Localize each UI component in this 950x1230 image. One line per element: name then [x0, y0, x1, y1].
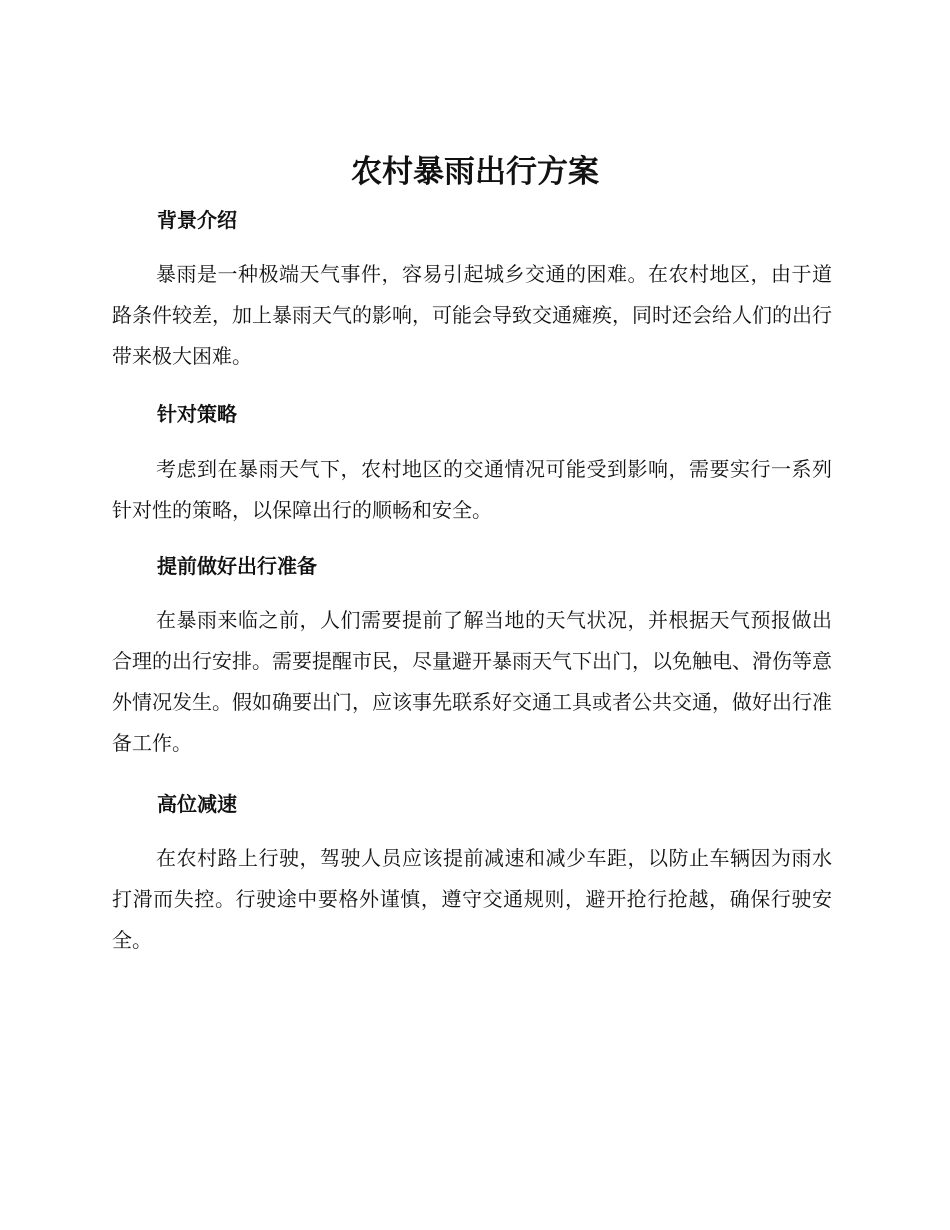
section-heading-slow-down: 高位减速 [157, 792, 237, 816]
section-heading-background: 背景介绍 [157, 208, 237, 232]
section-body-preparation: 在暴雨来临之前，人们需要提前了解当地的天气状况，并根据天气预报做出合理的出行安排。需要提醒市民，尽量避开暴雨天气下出门，以免触电、滑伤等意外情况发生。假如确要出门，应该事先联系好交通工具或者公共交通，做好出行准备工作。 [112, 608, 832, 755]
section-heading-strategy: 针对策略 [157, 402, 237, 426]
section-body-background: 暴雨是一种极端天气事件，容易引起城乡交通的困难。在农村地区，由于道路条件较差，加上暴雨天气的影响，可能会导致交通瘫痪，同时还会给人们的出行带来极大困难。 [112, 262, 832, 368]
document-title: 农村暴雨出行方案 [351, 154, 599, 190]
section-body-strategy: 考虑到在暴雨天气下，农村地区的交通情况可能受到影响，需要实行一系列针对性的策略，以保障出行的顺畅和安全。 [112, 457, 832, 522]
section-heading-preparation: 提前做好出行准备 [157, 554, 317, 578]
section-body-slow-down: 在农村路上行驶，驾驶人员应该提前减速和减少车距，以防止车辆因为雨水打滑而失控。行驶途中要格外谨慎，遵守交通规则，避开抢行抢越，确保行驶安全。 [112, 846, 832, 952]
